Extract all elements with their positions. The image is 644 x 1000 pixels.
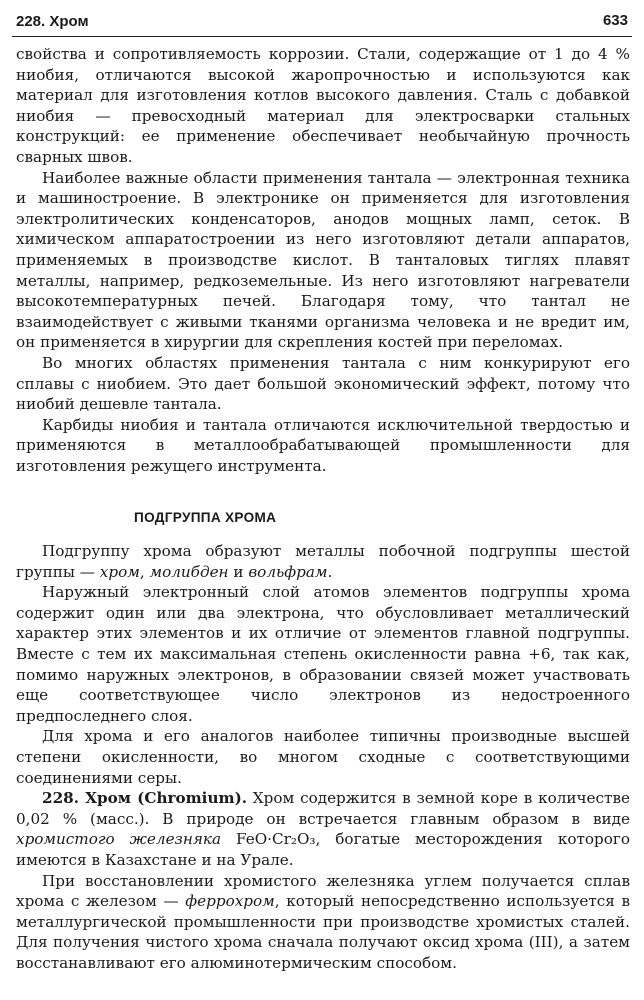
paragraph-carbides: Карбиды ниобия и тантала отличаются исключительной твердостью и применяются в металлообрабатывающей промышленности для изготовления режущего инструмента. bbox=[16, 415, 630, 475]
intro-separator: , bbox=[139, 562, 150, 581]
paragraph-niobium-steel: свойства и сопротивляемость коррозии. Стали, содержащие от 1 до 4 % ниобия, отличаются высокой жаропрочностью и используются как материал для изготовления котлов высокого давления. Сталь с добавкой ниобия — превосходный материал для электросварки стальных конструкций: ее применение обеспечивает необычайную прочность сварных швов. bbox=[16, 45, 630, 166]
term-chromite: хромистого железняка bbox=[16, 830, 222, 849]
paragraph-tantalum-alloys: Во многих областях применения тантала с ним конкурируют его сплавы с ниобием. Это дает большой экономический эффект, потому что ниобий дешевле тантала. bbox=[16, 353, 630, 414]
term-molybdenum: молибден bbox=[149, 562, 229, 581]
ferrochrome-text-1: При восстановлении хромистого железняка углем получается сплав хрома с железом — bbox=[16, 871, 630, 911]
body-text bbox=[16, 44, 630, 974]
paragraph-derivatives: Для хрома и его аналогов наиболее типичны производные высшей степени окисленности, во многом сходные с соответствующими соединениями серы. bbox=[16, 727, 630, 787]
term-chromium: хром bbox=[99, 562, 140, 581]
term-ferrochrome: феррохром bbox=[185, 892, 275, 911]
section-heading: ПОДГРУППА ХРОМА bbox=[134, 510, 277, 526]
term-tungsten: вольфрам bbox=[248, 562, 328, 581]
paragraph-electron-layer: Наружный электронный слой атомов элементов подгруппы хрома содержит один или два электрона, что обусловливает металлический характер этих элементов и их отличие от элементов главной подгруппы. Вместе с тем их максимальная степень окисленности равна +6, так как, помимо наружных электронов, в образовании связей может участвовать еще соответствующее число электронов из недостроенного предпоследнего слоя. bbox=[16, 583, 630, 725]
chromium-text-2: FeO·Cr₂O₃, богатые месторождения которого имеются в Казахстане и на Урале. bbox=[16, 830, 630, 869]
chromium-title: 228. Хром (Chromium). bbox=[42, 789, 248, 808]
paragraph-ferrochrome bbox=[16, 871, 630, 974]
intro-lead: Подгруппу хрома образуют металлы побочной подгруппы шестой группы — bbox=[16, 542, 630, 581]
running-header-title: 228. Хром bbox=[16, 13, 89, 30]
intro-conjunction: и bbox=[228, 562, 249, 581]
running-header bbox=[12, 6, 632, 37]
page-number: 633 bbox=[602, 12, 628, 29]
paragraph-chromium bbox=[16, 788, 630, 870]
paragraph-subgroup-intro bbox=[16, 541, 630, 582]
intro-end: . bbox=[327, 562, 333, 581]
ferrochrome-text-2: , который непосредственно используется в металлургической промышленности при производстве хромистых сталей. Для получения чистого хрома сначала получают оксид хрома (III), а затем восстанавливают его алюминотермическим способом. bbox=[16, 892, 631, 972]
chromium-text-1: Хром содержится в земной коре в количестве 0,02 % (масс.). В природе он встречается главным образом в виде bbox=[16, 789, 630, 828]
paragraph-tantalum-uses: Наиболее важные области применения тантала — электронная техника и машиностроение. В электронике он применяется для изготовления электролитических конденсаторов, анодов мощных ламп, сеток. В химическом аппаратостроении из него изготовляют детали аппаратов, применяемых в производстве кислот. В танталовых тиглях плавят металлы, например, редкоземельные. Из него изготовляют нагреватели высокотемпературных печей. Благодаря тому, что тантал не взаимодействует с живыми тканями организма человека и не вредит им, он применяется в хирургии для скрепления костей при переломах. bbox=[16, 168, 630, 352]
